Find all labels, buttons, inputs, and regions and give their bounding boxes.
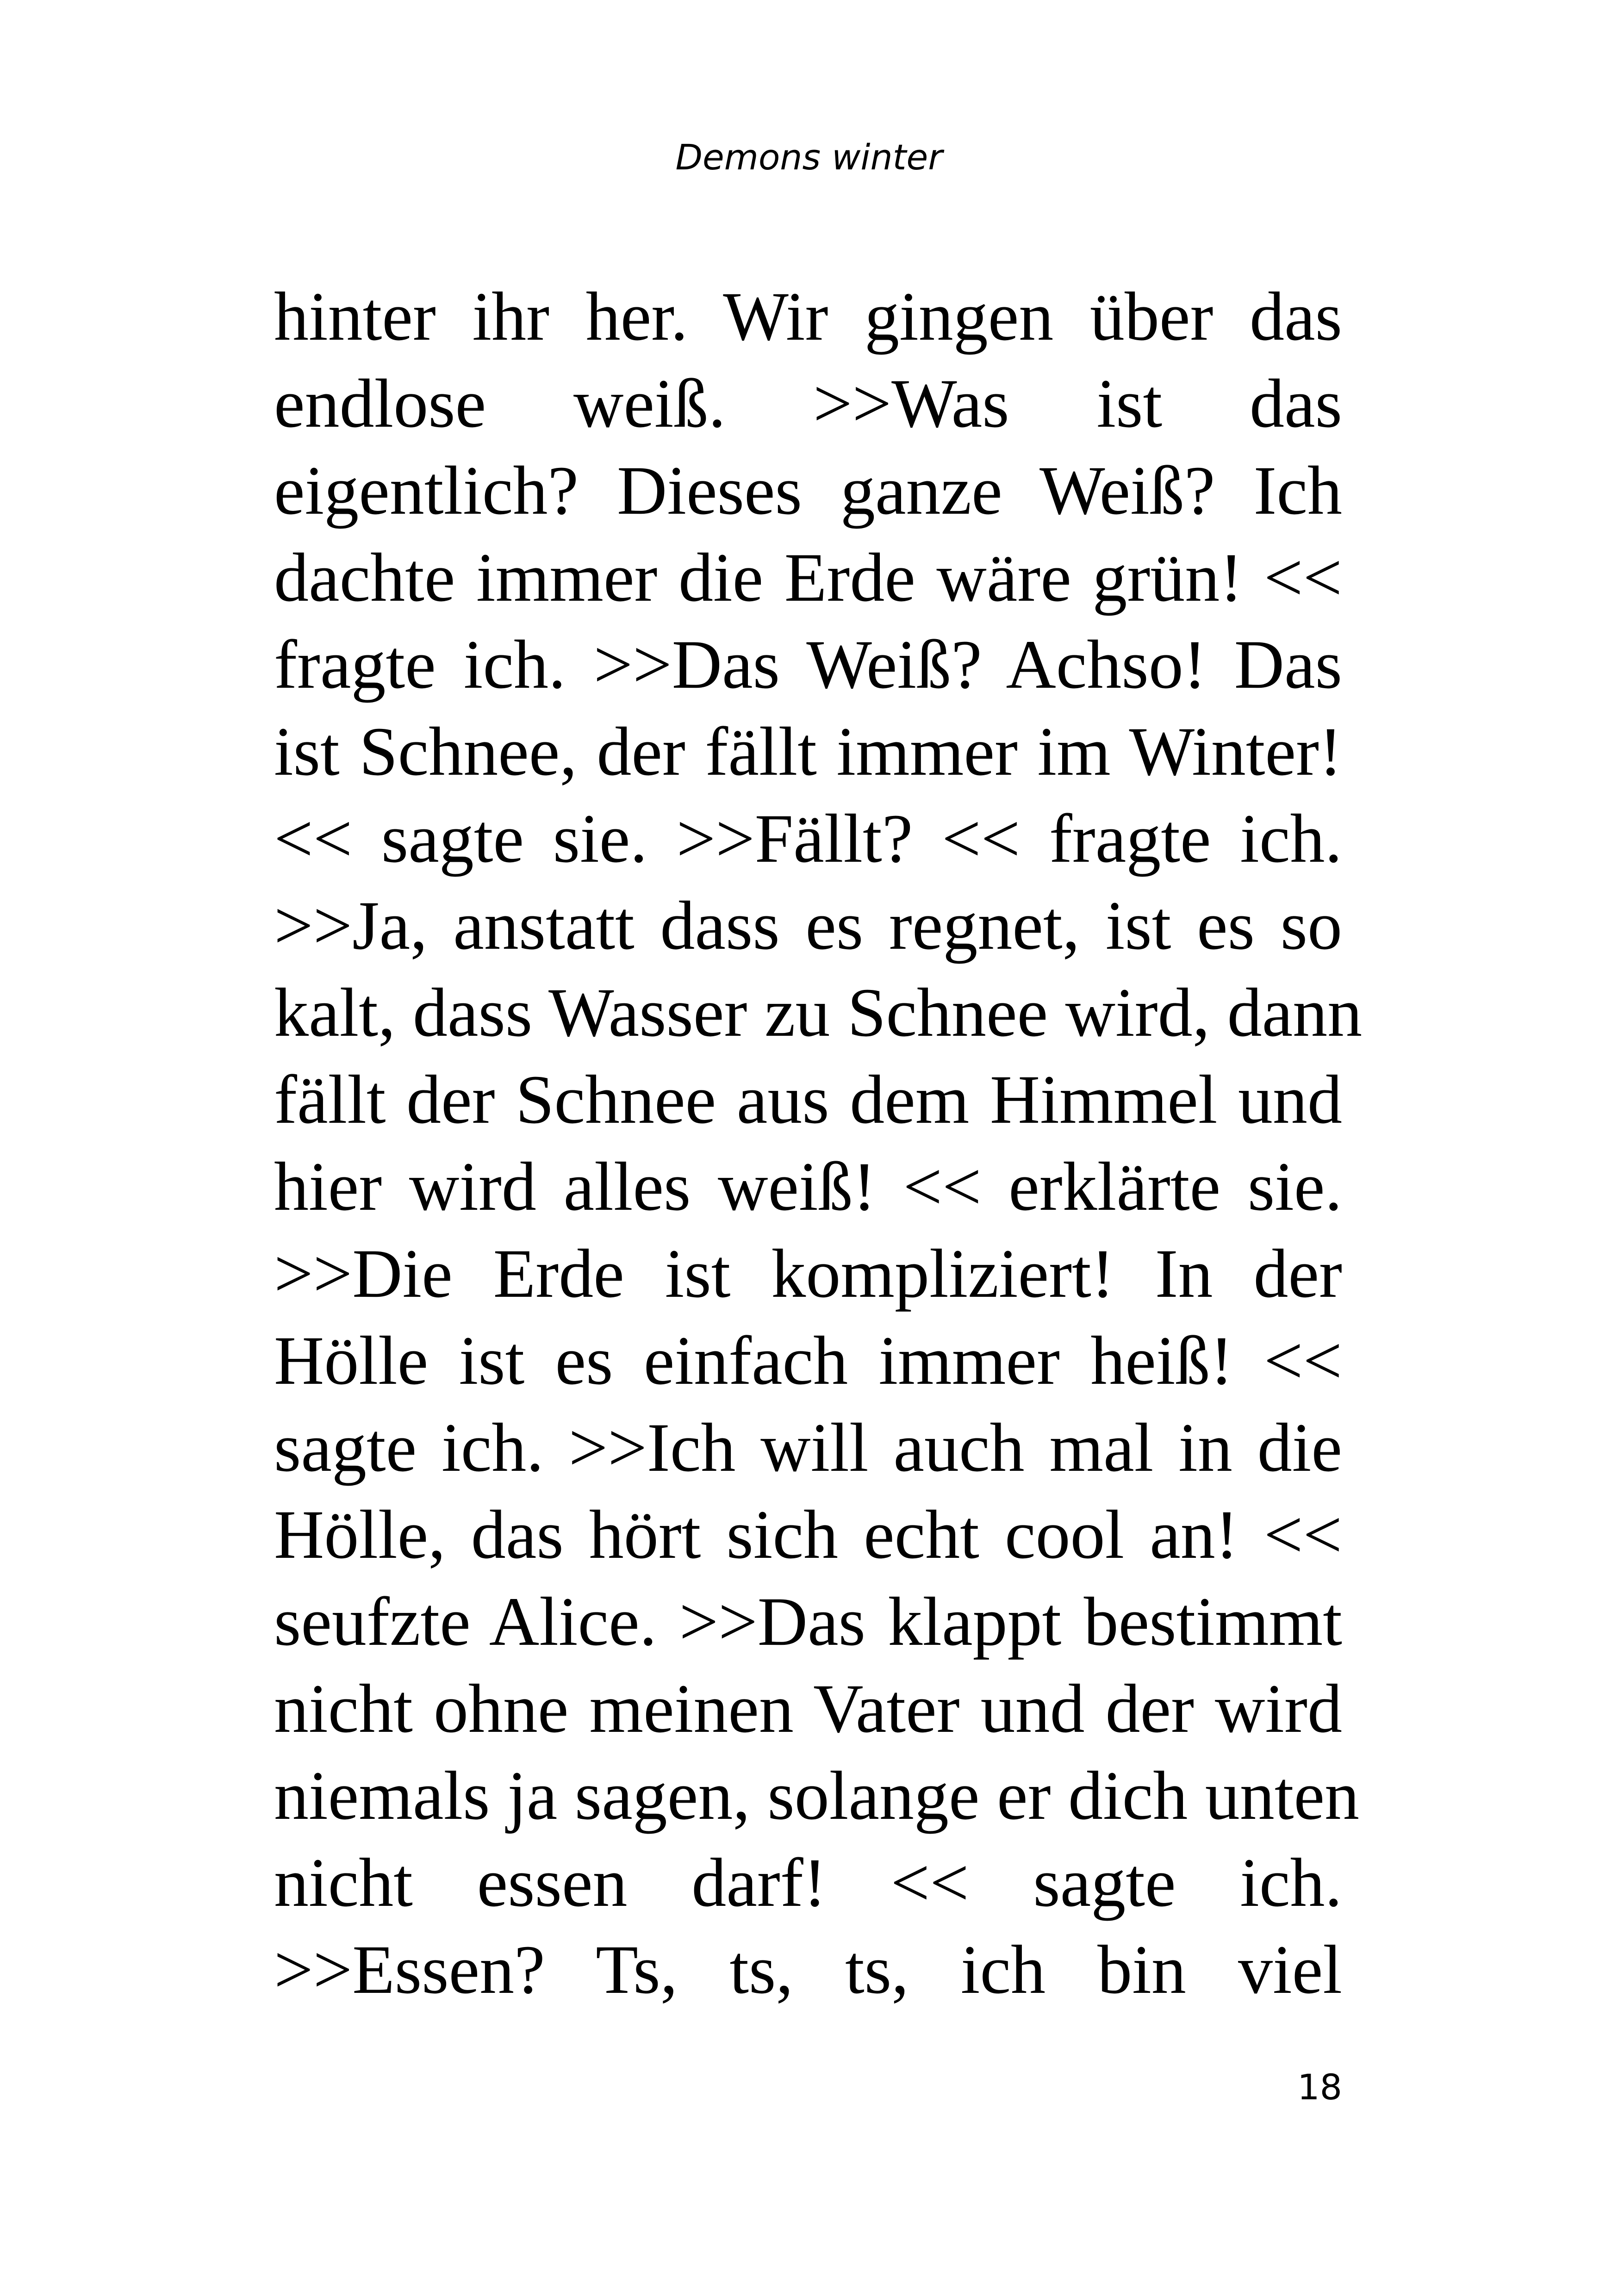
text-line: >>Die Erde ist kompliziert! In der <box>274 1235 1342 1312</box>
text-line: nicht essen darf! << sagte ich. <box>274 1844 1342 1921</box>
text-line: Hölle ist es einfach immer heiß! << <box>274 1322 1342 1399</box>
text-line: ist Schnee, der fällt immer im Winter! <box>274 713 1342 790</box>
text-line: niemals ja sagen, solange er dich unten <box>274 1757 1360 1834</box>
running-header-title: Demons winter <box>675 137 943 178</box>
text-line: fällt der Schnee aus dem Himmel und <box>274 1061 1342 1138</box>
text-line: seufzte Alice. >>Das klappt bestimmt <box>274 1583 1342 1660</box>
page-number: 18 <box>1297 2066 1342 2108</box>
text-line: fragte ich. >>Das Weiß? Achso! Das <box>274 626 1342 703</box>
text-line: >>Ja, anstatt dass es regnet, ist es so <box>274 887 1342 964</box>
text-line: kalt, dass Wasser zu Schnee wird, dann <box>274 974 1363 1051</box>
text-line: eigentlich? Dieses ganze Weiß? Ich <box>274 452 1342 529</box>
text-line: dachte immer die Erde wäre grün! << <box>274 539 1342 616</box>
text-line: Hölle, das hört sich echt cool an! << <box>274 1496 1342 1573</box>
text-line: endlose weiß. >>Was ist das <box>274 365 1342 442</box>
body-text <box>274 273 1363 2013</box>
text-line: nicht ohne meinen Vater und der wird <box>274 1670 1342 1747</box>
text-line: hinter ihr her. Wir gingen über das <box>274 278 1342 355</box>
text-line: >>Essen? Ts, ts, ts, ich bin viel <box>274 1931 1342 2008</box>
text-line: hier wird alles weiß! << erklärte sie. <box>274 1148 1342 1225</box>
text-line: << sagte sie. >>Fällt? << fragte ich. <box>274 800 1342 877</box>
text-line: sagte ich. >>Ich will auch mal in die <box>274 1409 1342 1486</box>
